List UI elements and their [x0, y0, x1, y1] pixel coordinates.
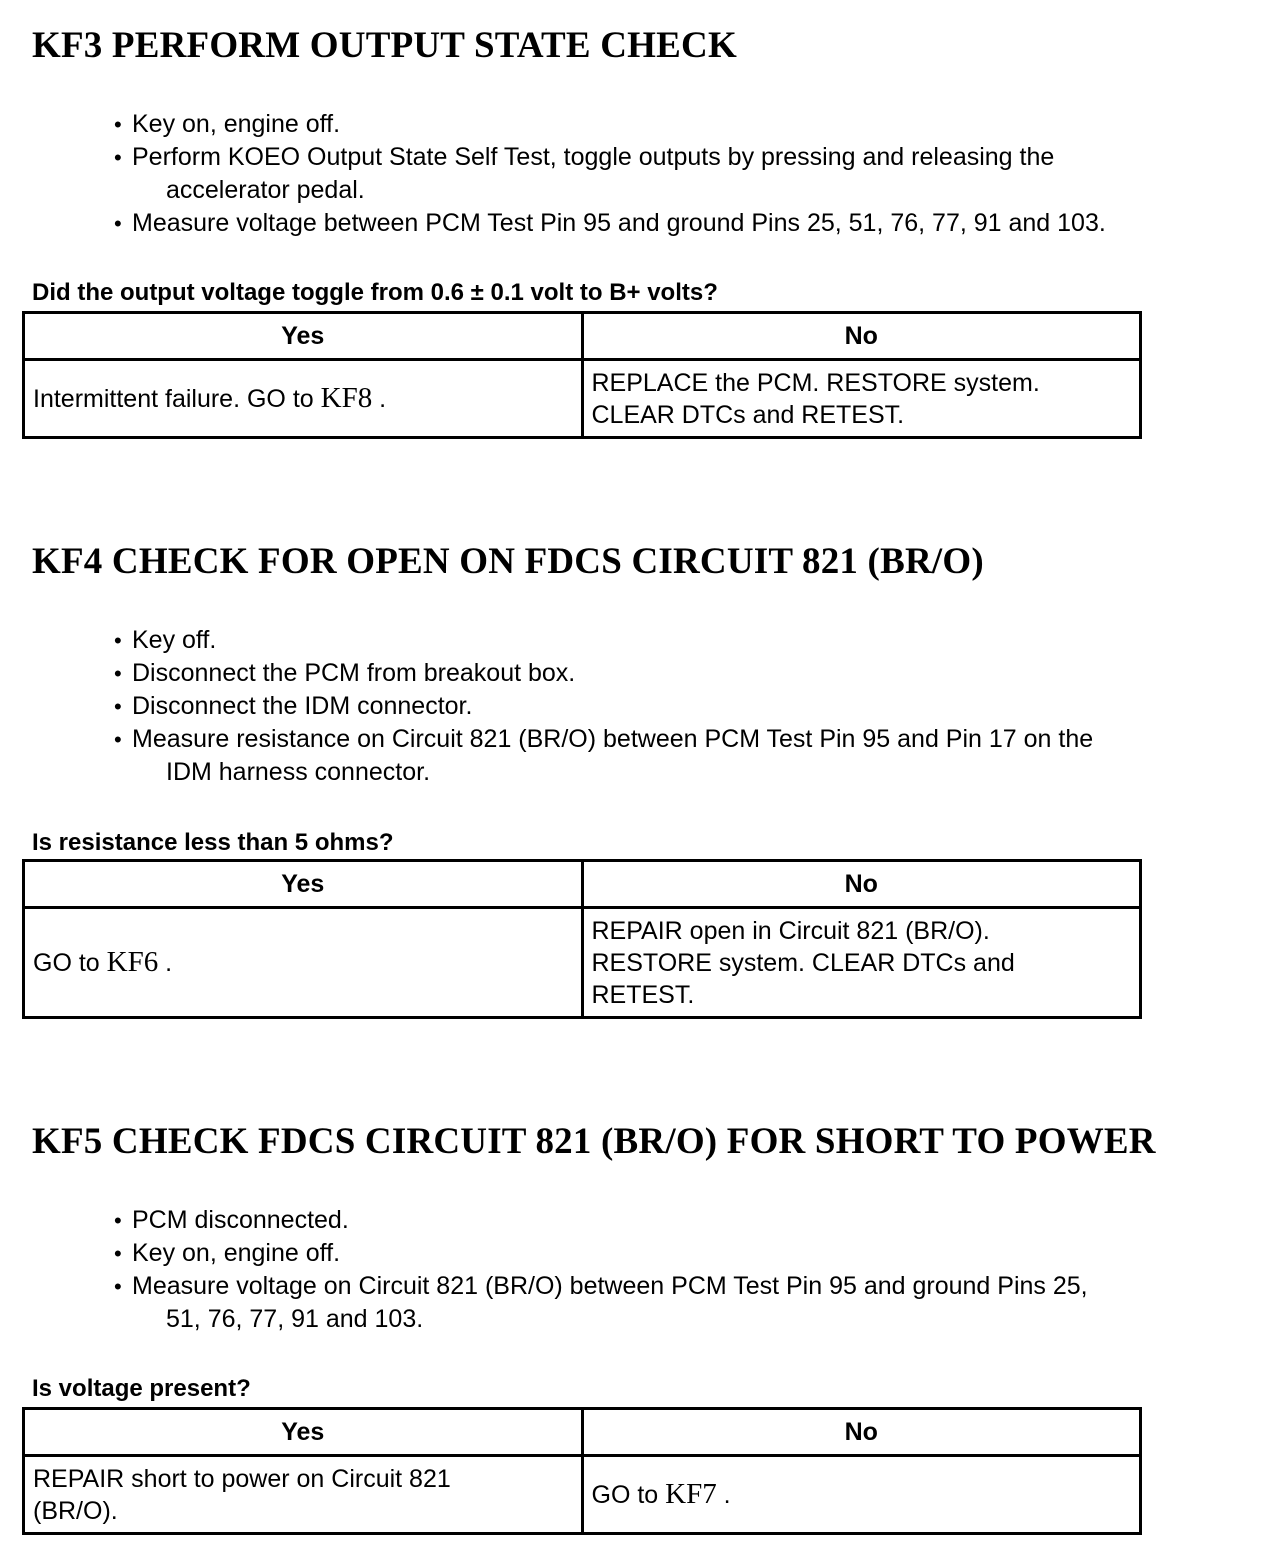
step-item: • Key off.: [114, 624, 1234, 657]
yes-cell: GO to KF6 .: [24, 908, 583, 1018]
section-kf3: [0, 22, 1264, 429]
question: Is voltage present?: [32, 1375, 251, 1402]
bullet-icon: •: [114, 661, 122, 686]
yes-cell: Intermittent failure. GO to KF8 .: [24, 360, 583, 438]
no-header: No: [582, 1409, 1141, 1456]
yes-header: Yes: [24, 861, 583, 908]
yes-header: Yes: [24, 1409, 583, 1456]
step-list: [114, 624, 1234, 789]
bullet-icon: •: [114, 694, 122, 719]
step-item: • Perform KOEO Output State Self Test, toggle outputs by pressing and releasing the accelerator pedal.: [114, 143, 1055, 204]
question: Is resistance less than 5 ohms?: [32, 829, 394, 856]
bullet-icon: •: [114, 211, 122, 236]
question: Did the output voltage toggle from 0.6 ± 0.1 volt to B+ volts?: [32, 279, 718, 306]
section-kf5: [0, 1118, 1264, 1525]
section-kf4: [0, 538, 1264, 1009]
no-cell: REPLACE the PCM. RESTORE system. CLEAR DTCs and RETEST.: [582, 360, 1141, 438]
step-link[interactable]: KF6: [106, 946, 159, 978]
step-item: • Measure resistance on Circuit 821 (BR/O) between PCM Test Pin 95 and Pin 17 on the IDM harness connector.: [114, 725, 1094, 786]
step-item: • Disconnect the IDM connector.: [114, 690, 1234, 723]
section-title: KF5 CHECK FDCS CIRCUIT 821 (BR/O) FOR SHORT TO POWER: [32, 1121, 1156, 1162]
step-list: [114, 108, 1234, 240]
no-header: No: [582, 861, 1141, 908]
bullet-icon: •: [114, 145, 122, 170]
result-table: [22, 859, 1142, 1019]
no-header: No: [582, 313, 1141, 360]
step-item: • Measure voltage on Circuit 821 (BR/O) between PCM Test Pin 95 and ground Pins 25, 51, 76, 77, 91 and 103.: [114, 1272, 1088, 1333]
step-link[interactable]: KF7: [665, 1478, 717, 1510]
step-list: [114, 1204, 1234, 1336]
step-link[interactable]: KF8: [320, 382, 373, 414]
step-item: • Disconnect the PCM from breakout box.: [114, 657, 1234, 690]
bullet-icon: •: [114, 628, 122, 653]
step-item: • Key on, engine off.: [114, 108, 1234, 141]
bullet-icon: •: [114, 112, 122, 137]
no-cell: REPAIR open in Circuit 821 (BR/O). RESTORE system. CLEAR DTCs and RETEST.: [582, 908, 1141, 1018]
bullet-icon: •: [114, 727, 122, 752]
yes-header: Yes: [24, 313, 583, 360]
section-title: KF4 CHECK FOR OPEN ON FDCS CIRCUIT 821 (BR/O): [32, 541, 984, 582]
result-table: [22, 1407, 1142, 1535]
bullet-icon: •: [114, 1241, 122, 1266]
step-item: • Measure voltage between PCM Test Pin 95 and ground Pins 25, 51, 76, 77, 91 and 103.: [114, 207, 1234, 240]
no-cell: GO to KF7 .: [582, 1456, 1141, 1534]
step-item: • Key on, engine off.: [114, 1237, 1234, 1270]
result-table: [22, 311, 1142, 439]
bullet-icon: •: [114, 1208, 122, 1233]
section-title: KF3 PERFORM OUTPUT STATE CHECK: [32, 25, 737, 66]
yes-cell: REPAIR short to power on Circuit 821 (BR/O).: [24, 1456, 583, 1534]
bullet-icon: •: [114, 1274, 122, 1299]
step-item: • PCM disconnected.: [114, 1204, 1234, 1237]
